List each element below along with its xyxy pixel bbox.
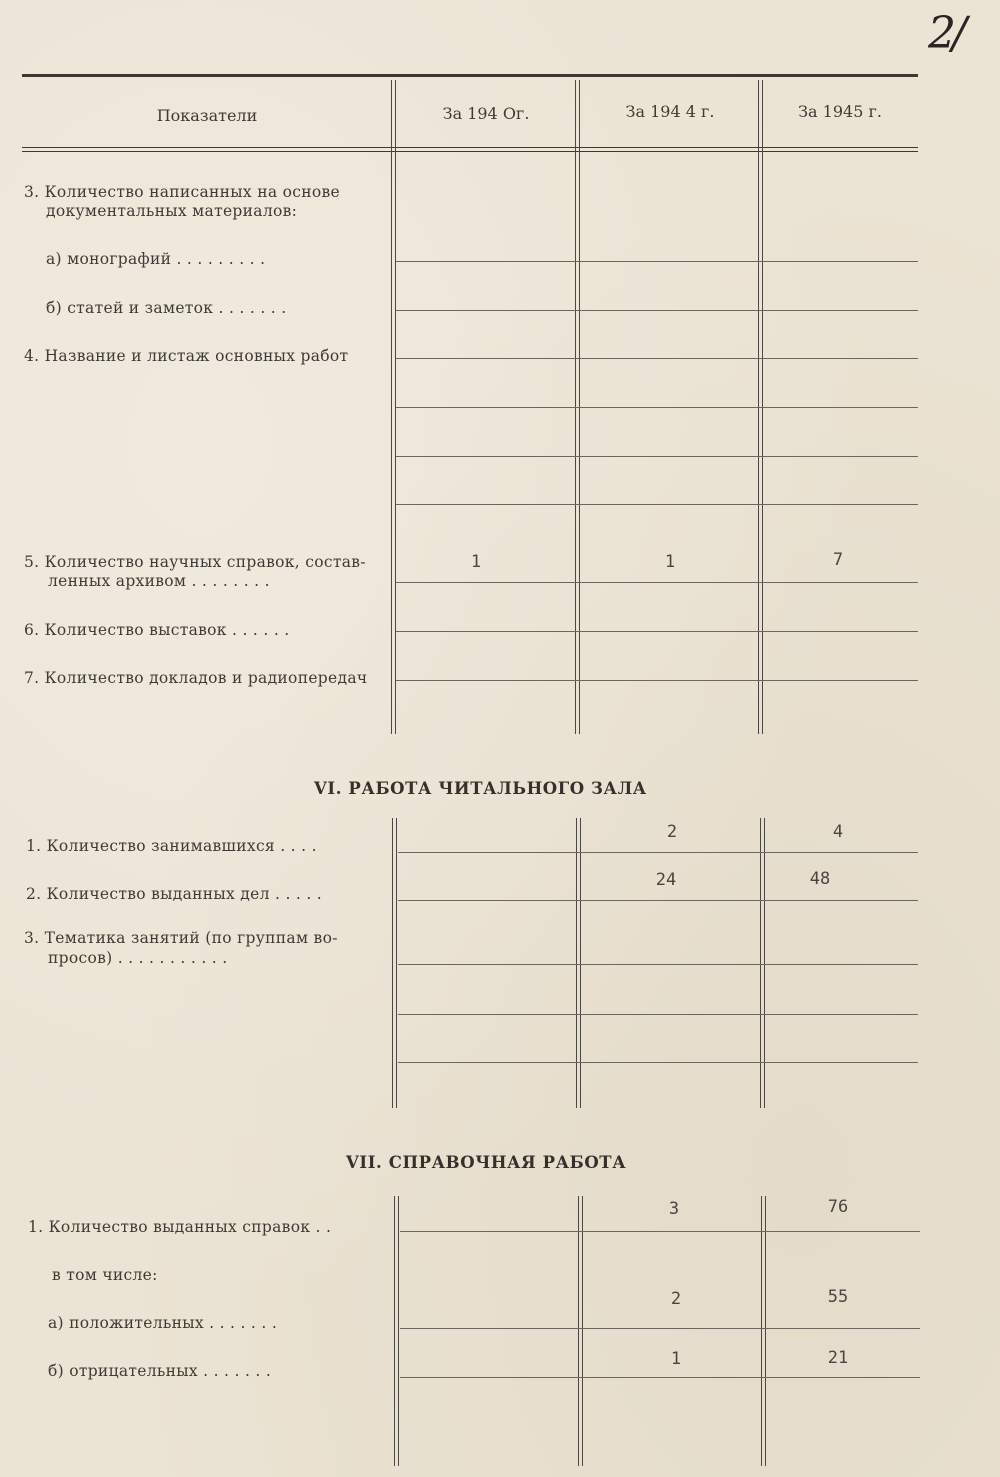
row-line — [400, 1231, 920, 1232]
header-year-1940: За 194 Ог. — [442, 104, 530, 123]
section-title-reading-room: VI. РАБОТА ЧИТАЛЬНОГО ЗАЛА — [314, 779, 647, 798]
value-cell: 3 — [668, 1199, 680, 1219]
row-line — [398, 900, 918, 901]
row-label: б) статей и заметок . . . . . . . — [46, 299, 287, 317]
header-rule-1 — [22, 147, 918, 148]
row-label: 5. Количество научных справок, состав- — [24, 553, 366, 571]
row-label: 1. Количество выданных справок . . — [28, 1218, 332, 1236]
row-line — [396, 407, 918, 408]
row-line — [400, 1328, 920, 1329]
value-cell: 21 — [827, 1348, 849, 1368]
row-label: в том числе: — [52, 1266, 158, 1284]
row-label: 3. Количество написанных на основе — [24, 183, 340, 201]
row-line — [398, 964, 918, 965]
row-label: документальных материалов: — [46, 202, 298, 220]
value-cell: 1 — [470, 552, 482, 572]
column-divider-1 — [392, 818, 397, 1108]
row-label: а) положительных . . . . . . . — [48, 1314, 278, 1332]
row-label: ленных архивом . . . . . . . . — [48, 572, 270, 590]
section-title-reference-work: VII. СПРАВОЧНАЯ РАБОТА — [346, 1153, 627, 1172]
row-line — [400, 1377, 920, 1378]
value-cell: 1 — [664, 552, 676, 572]
column-divider-3 — [761, 1196, 766, 1466]
value-cell: 76 — [827, 1197, 849, 1217]
column-divider-2 — [578, 1196, 583, 1466]
column-divider-3 — [760, 818, 765, 1108]
value-cell: 24 — [655, 870, 677, 890]
header-rule-2 — [22, 151, 918, 152]
top-rule — [22, 74, 918, 77]
row-label: 3. Тематика занятий (по группам во- — [24, 929, 338, 947]
header-year-1944: За 194 4 г. — [625, 102, 715, 121]
row-label: б) отрицательных . . . . . . . — [48, 1362, 272, 1380]
row-label: просов) . . . . . . . . . . . — [48, 949, 228, 967]
row-line — [396, 631, 918, 632]
header-year-1945: За 1945 г. — [798, 102, 882, 121]
row-label: 6. Количество выставок . . . . . . — [24, 621, 290, 639]
row-line — [396, 582, 918, 583]
page-number: 2/ — [928, 8, 963, 59]
row-line — [398, 1062, 918, 1063]
row-line — [396, 456, 918, 457]
row-line — [396, 358, 918, 359]
value-cell: 55 — [827, 1287, 849, 1307]
row-label: 4. Название и листаж основных работ — [24, 347, 349, 365]
row-label: 7. Количество докладов и радиопередач — [24, 669, 368, 687]
row-label: 2. Количество выданных дел . . . . . — [26, 885, 323, 903]
value-cell: 7 — [832, 550, 844, 570]
row-line — [398, 1014, 918, 1015]
column-divider-1 — [394, 1196, 399, 1466]
value-cell: 1 — [670, 1349, 682, 1369]
value-cell: 2 — [670, 1289, 682, 1309]
row-line — [398, 852, 918, 853]
value-cell: 2 — [666, 822, 678, 842]
row-line — [396, 310, 918, 311]
row-line — [396, 504, 918, 505]
column-divider-2 — [576, 818, 581, 1108]
row-line — [396, 680, 918, 681]
row-label: а) монографий . . . . . . . . . — [46, 250, 266, 268]
row-label: 1. Количество занимавшихся . . . . — [26, 837, 317, 855]
row-line — [396, 261, 918, 262]
header-indicators: Показатели — [156, 106, 258, 125]
value-cell: 4 — [832, 822, 844, 842]
value-cell: 48 — [809, 869, 831, 889]
